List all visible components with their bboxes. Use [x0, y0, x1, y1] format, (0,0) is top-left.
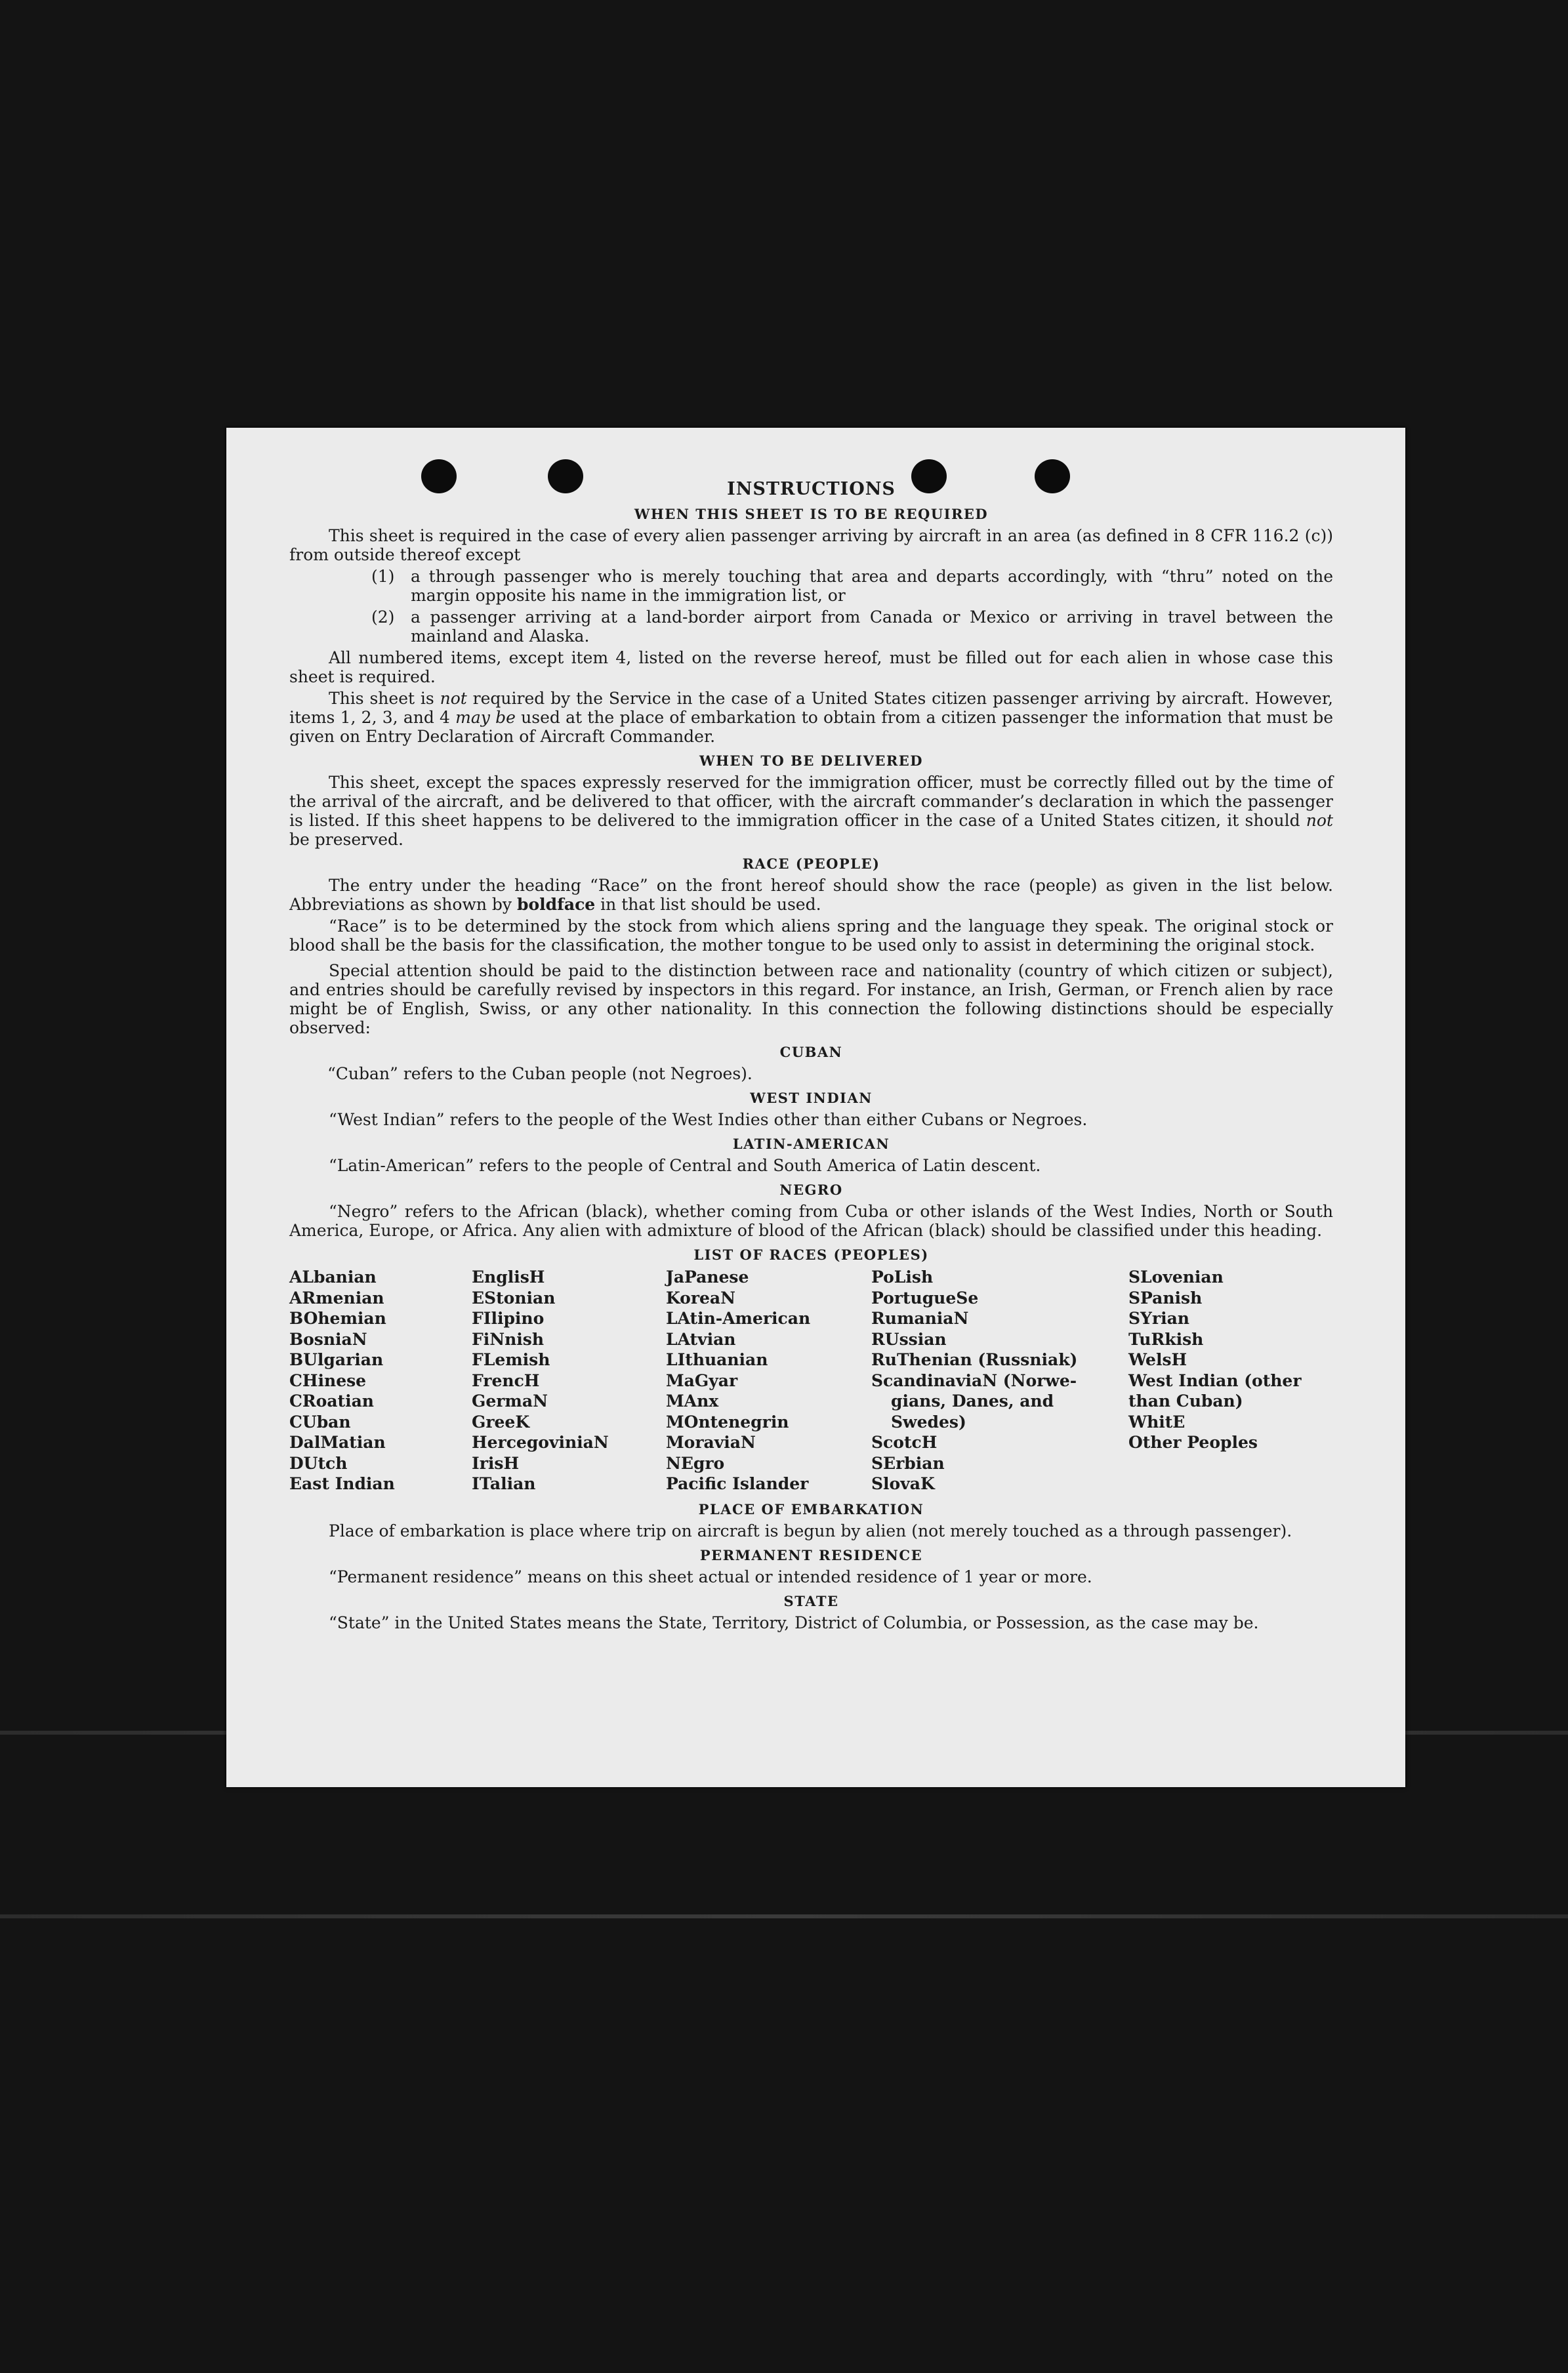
- race-item: GermaN: [472, 1392, 548, 1411]
- emphasis: not: [440, 689, 467, 708]
- race-item: MAnx: [666, 1392, 719, 1411]
- race-item: BUlgarian: [289, 1350, 384, 1369]
- race-item: PoLish: [871, 1268, 934, 1287]
- text-run: used at the place of embarkation to obtain from a citizen passenger the information that must be given on Entry Declaration of Aircraft Commander.: [289, 708, 1333, 746]
- text-run: be preserved.: [289, 830, 403, 849]
- race-item: East Indian: [289, 1474, 395, 1493]
- race-item: WhitE: [1128, 1412, 1186, 1432]
- race-item: ALbanian: [289, 1268, 377, 1287]
- race-item: SlovaK: [871, 1474, 935, 1493]
- instruction-sheet: [226, 428, 1405, 1787]
- item-number: (1): [371, 567, 395, 586]
- race-item: Other Peoples: [1128, 1433, 1258, 1452]
- text-run: This sheet, except the spaces expressly reserved for the immigration officer, must be correctly filled out by the time of the arrival of the aircraft, and be delivered to that officer, with the aircraft commander’s declaration in which the passenger is listed. If this sheet happens to be delivered to the immigration officer in the case of a United States citizen, it should: [289, 773, 1333, 830]
- race-item: FrencH: [472, 1371, 540, 1390]
- race-item: FIlipino: [472, 1309, 545, 1328]
- heading-when-delivered: WHEN TO BE DELIVERED: [699, 753, 923, 769]
- race-item: MaGyar: [666, 1371, 738, 1390]
- race-item: LIthuanian: [666, 1350, 768, 1369]
- race-item: CUban: [289, 1412, 351, 1432]
- race-item: SYrian: [1128, 1309, 1189, 1328]
- paragraph: “State” in the United States means the State, Territory, District of Columbia, or Possession, as the case may be.: [329, 1613, 1259, 1632]
- race-column: [1128, 1267, 1325, 1495]
- race-item: West Indian (other: [1128, 1371, 1302, 1390]
- emphasis: not: [1306, 811, 1333, 830]
- race-item: EStonian: [472, 1288, 556, 1308]
- heading-when-required: WHEN THIS SHEET IS TO BE REQUIRED: [634, 506, 989, 522]
- race-item: ITalian: [472, 1474, 536, 1493]
- race-item-continued: Swedes): [891, 1412, 966, 1432]
- race-item: PortugueSe: [871, 1288, 979, 1308]
- race-column: [666, 1267, 871, 1495]
- race-item: FLemish: [472, 1350, 550, 1369]
- page-title: INSTRUCTIONS: [727, 479, 896, 499]
- race-item: HercegoviniaN: [472, 1433, 609, 1452]
- race-item: RUssian: [871, 1329, 947, 1349]
- bold-term: boldface: [517, 895, 596, 914]
- race-item: MoraviaN: [666, 1433, 756, 1452]
- race-item: EnglisH: [472, 1268, 545, 1287]
- race-item: Pacific Islander: [666, 1474, 809, 1493]
- race-item-continued: gians, Danes, and: [891, 1392, 1054, 1411]
- item-number: (2): [371, 608, 395, 627]
- film-band: [0, 1914, 1568, 1918]
- race-item: JaPanese: [666, 1268, 749, 1287]
- race-column: [472, 1267, 666, 1495]
- race-column: [871, 1267, 1128, 1495]
- race-item: RuThenian (Russniak): [871, 1350, 1078, 1369]
- heading-embarkation: PLACE OF EMBARKATION: [698, 1500, 924, 1517]
- heading-negro: NEGRO: [779, 1182, 843, 1198]
- race-item: BOhemian: [289, 1309, 386, 1328]
- sheet-content: [289, 479, 1333, 1635]
- race-item: KoreaN: [666, 1288, 735, 1308]
- race-list: [289, 1267, 1333, 1495]
- race-item: SLovenian: [1128, 1268, 1224, 1287]
- heading-west-indian: WEST INDIAN: [750, 1090, 873, 1106]
- text-run: required by the Service in the case of a United States citizen passenger arriving by aircraft. However, items 1, 2, 3, and 4: [289, 689, 1333, 727]
- text-run: in that list should be used.: [595, 895, 821, 914]
- paragraph: “Negro” refers to the African (black), whether coming from Cuba or other islands of the West Indies, North or South America, Europe, or Africa. Any alien with admixture of blood of the African (black) should be classified under this heading.: [289, 1202, 1333, 1240]
- heading-race: RACE (PEOPLE): [742, 856, 880, 872]
- paragraph: Place of embarkation is place where trip on aircraft is begun by alien (not merely touched as a through passenger).: [329, 1521, 1292, 1540]
- race-item: DUtch: [289, 1453, 348, 1473]
- emphasis: may be: [455, 708, 516, 727]
- paragraph: Special attention should be paid to the distinction between race and nationality (country of which citizen or subject), and entries should be carefully revised by inspectors in this regard. For instance, an Irish, German, or French alien by race might be of English, Swiss, or any other nationality. In this connection the following distinctions should be especially observed:: [289, 961, 1333, 1037]
- paragraph: “Latin-American” refers to the people of Central and South America of Latin descent.: [329, 1156, 1041, 1175]
- race-item: ScotcH: [871, 1433, 938, 1452]
- paragraph: “Race” is to be determined by the stock from which aliens spring and the language they speak. The original stock or blood shall be the basis for the classification, the mother tongue to be used only to assist in determining the original stock.: [289, 917, 1333, 955]
- race-item: FiNnish: [472, 1329, 545, 1349]
- race-item: ARmenian: [289, 1288, 384, 1308]
- paragraph: All numbered items, except item 4, listed on the reverse hereof, must be filled out for each alien in whose case this sheet is required.: [289, 648, 1333, 686]
- heading-latin-american: LATIN-AMERICAN: [732, 1136, 890, 1152]
- heading-list-of-races: LIST OF RACES (PEOPLES): [693, 1247, 929, 1263]
- heading-cuban: CUBAN: [779, 1044, 843, 1060]
- race-item: SErbian: [871, 1453, 945, 1473]
- paragraph: [289, 689, 1333, 746]
- paragraph: [289, 876, 1333, 914]
- paragraph: [289, 773, 1333, 849]
- paragraph: This sheet is required in the case of every alien passenger arriving by aircraft in an area (as defined in 8 CFR 116.2 (c)) from outside thereof except: [289, 526, 1333, 564]
- race-item: DalMatian: [289, 1433, 386, 1452]
- race-item: IrisH: [472, 1453, 520, 1473]
- heading-state: STATE: [783, 1592, 839, 1609]
- race-item: ScandinaviaN (Norwe-: [871, 1371, 1077, 1390]
- race-item: NEgro: [666, 1453, 725, 1473]
- text-run: The entry under the heading “Race” on the front hereof should show the race (people) as given in the list below. Abbreviations as shown by: [289, 876, 1333, 914]
- race-column: [289, 1267, 472, 1495]
- item-text: a passenger arriving at a land-border airport from Canada or Mexico or arriving in travel between the mainland and Alaska.: [411, 608, 1333, 646]
- text-run: This sheet is: [329, 689, 440, 708]
- race-item: BosniaN: [289, 1329, 367, 1349]
- race-item: TuRkish: [1128, 1329, 1204, 1349]
- race-item: GreeK: [472, 1412, 530, 1432]
- race-item: CHinese: [289, 1371, 367, 1390]
- heading-residence: PERMANENT RESIDENCE: [699, 1546, 923, 1563]
- item-text: a through passenger who is merely touching that area and departs accordingly, with “thru” noted on the margin opposite his name in the immigration list, or: [411, 567, 1333, 605]
- race-item-continued: than Cuban): [1128, 1392, 1243, 1411]
- race-item: MOntenegrin: [666, 1412, 789, 1432]
- paragraph: “Permanent residence” means on this sheet actual or intended residence of 1 year or more.: [329, 1567, 1092, 1586]
- exception-item: [289, 567, 1333, 605]
- race-item: SPanish: [1128, 1288, 1203, 1308]
- race-item: LAtin-American: [666, 1309, 811, 1328]
- exception-item: [289, 608, 1333, 646]
- race-item: RumaniaN: [871, 1309, 969, 1328]
- race-item: WelsH: [1128, 1350, 1187, 1369]
- race-item: CRoatian: [289, 1392, 374, 1411]
- paragraph: “West Indian” refers to the people of the West Indies other than either Cubans or Negroes.: [329, 1110, 1088, 1129]
- paragraph: “Cuban” refers to the Cuban people (not Negroes).: [327, 1064, 753, 1083]
- race-item: LAtvian: [666, 1329, 736, 1349]
